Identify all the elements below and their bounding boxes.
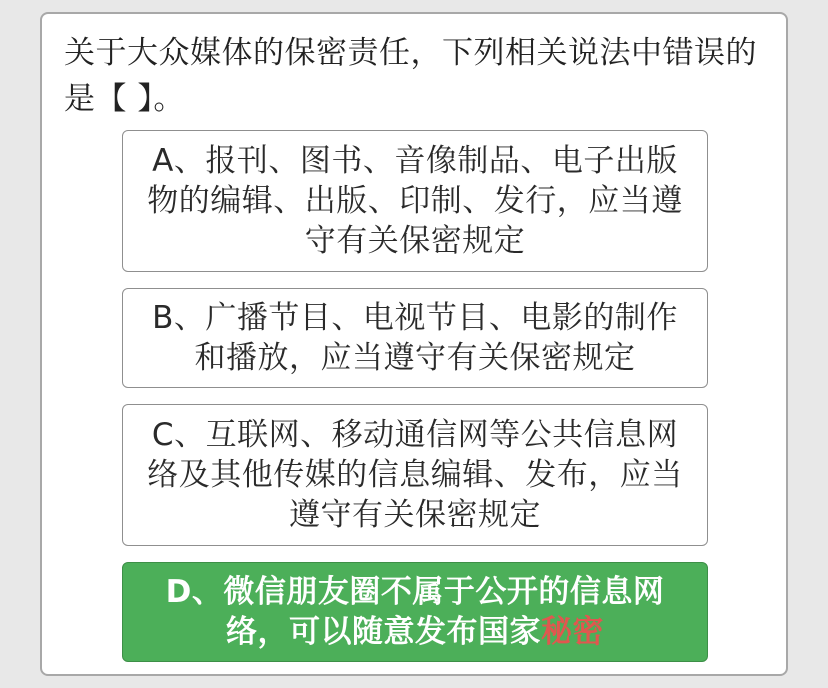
- option-d-label: D、微信朋友圈不属于公开的信息网络，可以随意发布国家: [165, 574, 665, 650]
- option-d-label-wrap: [137, 572, 693, 652]
- question-card: [40, 12, 788, 676]
- option-d-selected[interactable]: [122, 562, 708, 662]
- option-c-label: C、互联网、移动通信网等公共信息网络及其他传媒的信息编辑、发布，应当遵守有关保密规定: [147, 417, 683, 533]
- option-d-label-tail: 秘密: [541, 614, 604, 650]
- option-a-label: A、报刊、图书、音像制品、电子出版物的编辑、出版、印制、发行，应当遵守有关保密规定: [147, 143, 683, 259]
- option-a[interactable]: [122, 130, 708, 272]
- option-c[interactable]: [122, 404, 708, 546]
- option-b-label: B、广播节目、电视节目、电影的制作和播放，应当遵守有关保密规定: [152, 300, 678, 376]
- question-text: 关于大众媒体的保密责任，下列相关说法中错误的是【 】。: [64, 35, 757, 117]
- option-b[interactable]: [122, 288, 708, 388]
